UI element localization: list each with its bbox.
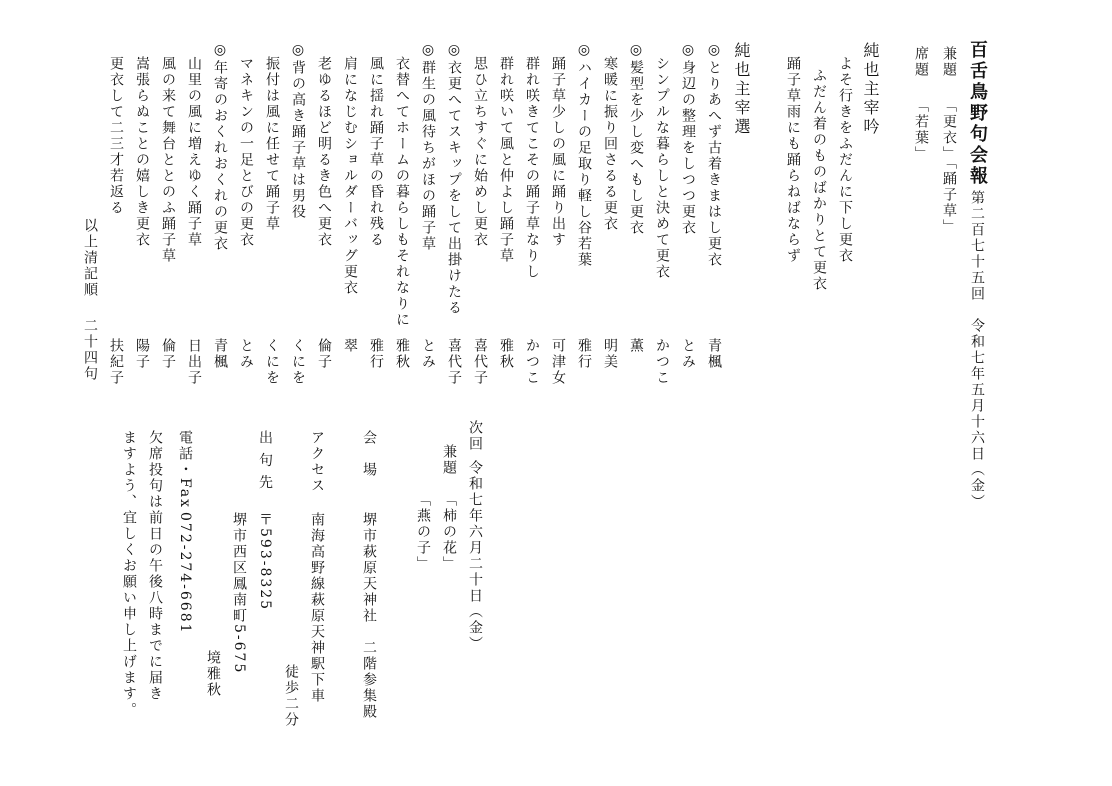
selected-haiku: ◎背の高き踊子草は男役: [290, 42, 306, 220]
composition-haiku: 踊子草雨にも踊らねばならず: [785, 56, 801, 264]
selected-haiku: 老ゆるほど明るき色へ更衣: [316, 56, 332, 248]
selected-haiku: 踊子草少しの風に踊り出す: [550, 56, 566, 248]
closing-count: 二十四句: [82, 318, 98, 382]
selected-haiku: ◎ハイカーの足取り軽し谷若葉: [576, 42, 592, 268]
access-label: アクセス: [309, 430, 325, 494]
selected-haiku: 肩になじむショルダーバッグ更衣: [342, 56, 358, 296]
selected-haiku: 衣替へてホームの暮らしもそれなりに: [394, 56, 410, 328]
selected-haiku: マネキンの一足とびの更衣: [238, 56, 254, 248]
haiku-author: 日出子: [186, 338, 202, 386]
selected-haiku: ◎群生の風待ちがほの踊子草: [420, 42, 436, 252]
selected-haiku: ◎衣更へてスキップをして出掛けたる: [446, 42, 462, 316]
selected-haiku: 寒暖に振り回さるる更衣: [602, 56, 618, 232]
absence-note: 欠席投句は前日の午後八時までに届き: [147, 430, 163, 702]
selected-haiku: ◎髪型を少し変へもし更衣: [628, 42, 644, 236]
haiku-author: 青楓: [212, 338, 228, 370]
haiku-author: 青楓: [706, 338, 722, 370]
absence-note-cont: ますよう、宜しくお願い申し上げます。: [121, 430, 137, 718]
phone-label: 電話・Fax: [177, 430, 193, 510]
kendai-label: 兼題: [941, 46, 957, 78]
haiku-author: とみ: [238, 338, 254, 370]
composition-heading: 純也主宰吟: [861, 42, 880, 137]
selected-haiku: 風に揺れ踊子草の昏れ残る: [368, 56, 384, 248]
selected-haiku: 振付は風に任せて踊子草: [264, 56, 280, 232]
next-meeting-heading: 次回: [467, 420, 483, 452]
haiku-author: 雅行: [576, 338, 592, 370]
postal-code: 〒593-8325: [257, 512, 273, 612]
haiku-author: 可津女: [550, 338, 566, 386]
next-meeting-date: 令和七年六月二十日（金）: [467, 460, 483, 652]
haiku-author: 陽子: [134, 338, 150, 370]
haiku-author: 扶紀子: [108, 338, 124, 386]
sekidai-label: 席題: [913, 46, 929, 78]
composition-haiku: ふだん着のものばかりとて更衣: [811, 68, 827, 292]
issue-date: 令和七年五月十六日（金）: [969, 318, 985, 510]
composition-haiku: よそ行きをふだんに下し更衣: [837, 56, 853, 264]
selected-haiku: ◎身辺の整理をしつつ更衣: [680, 42, 696, 236]
haiku-author: 倫子: [160, 338, 176, 370]
haiku-author: 雅秋: [394, 338, 410, 370]
phone-number: 072-274-6681: [177, 512, 193, 635]
access-walk: 徒歩二分: [283, 664, 299, 728]
haiku-author: かつこ: [524, 338, 540, 386]
address-text: 堺市西区鳳南町5-675: [231, 512, 247, 675]
selected-haiku: 嵩張らぬことの嬉しき更衣: [134, 56, 150, 248]
haiku-author: とみ: [420, 338, 436, 370]
haiku-author: 明美: [602, 338, 618, 370]
venue-text: 堺市萩原天神社 二階参集殿: [361, 512, 377, 720]
selected-haiku: ◎とりあへず古着きまはし更衣: [706, 42, 722, 268]
selected-haiku: 思ひ立ちすぐに始めし更衣: [472, 56, 488, 248]
sekidai-value: 「若葉」: [913, 98, 929, 162]
haiku-author: くにを: [290, 338, 306, 386]
selected-haiku: 群れ咲きてこその踊子草なりし: [524, 56, 540, 280]
selected-haiku: 群れ咲いて風と仲よし踊子草: [498, 56, 514, 264]
haiku-author: くにを: [264, 338, 280, 386]
submit-label: 出 句 先: [257, 430, 273, 491]
selected-haiku: ◎年寄のおくれおくれの更衣: [212, 42, 228, 252]
selection-heading: 純也主宰選: [732, 42, 751, 137]
haiku-author: かつこ: [654, 338, 670, 386]
kendai-value: 「更衣」「踊子草」: [941, 98, 957, 235]
venue-label: 会 場: [361, 430, 377, 478]
haiku-author: 喜代子: [472, 338, 488, 386]
next-kendai-1: 「柿の花」: [441, 492, 457, 572]
newsletter-title: 百舌鳥野句会報: [967, 40, 988, 187]
haiku-author: 薫: [628, 338, 644, 354]
haiku-author: 喜代子: [446, 338, 462, 386]
selected-haiku: 更衣して二三才若返る: [108, 56, 124, 216]
access-text: 南海高野線萩原天神駅下車: [309, 512, 325, 704]
next-kendai-label: 兼題: [441, 444, 457, 476]
selected-haiku: 山里の風に増えゆく踊子草: [186, 56, 202, 248]
selected-haiku: 風の来て舞台ととのふ踊子草: [160, 56, 176, 264]
haiku-author: 翠: [342, 338, 358, 354]
haiku-author: 雅秋: [498, 338, 514, 370]
next-kendai-2: 「燕の子」: [415, 492, 431, 572]
selected-haiku: シンプルな暮らしと決めて更衣: [654, 56, 670, 280]
haiku-author: とみ: [680, 338, 696, 370]
haiku-author: 倫子: [316, 338, 332, 370]
contact-name: 境雅秋: [205, 650, 221, 698]
closing-label: 以上清記順: [82, 218, 98, 298]
haiku-author: 雅行: [368, 338, 384, 370]
session-number: 第二百七十五回: [969, 190, 985, 302]
